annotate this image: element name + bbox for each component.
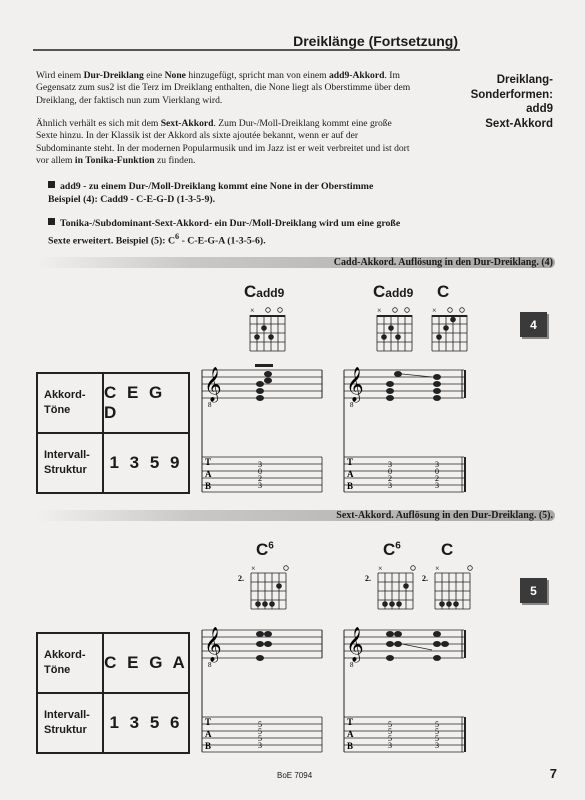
tab-letter: A [347, 729, 354, 739]
chord-diagram-cadd9 [245, 305, 295, 355]
tab-letter: T [347, 717, 354, 727]
tab-letter: T [205, 717, 212, 727]
chord-root: C [256, 540, 269, 559]
svg-text:0: 0 [258, 467, 262, 476]
chord-root: C [383, 540, 396, 559]
row-value: 1 3 5 9 [109, 453, 183, 472]
tab-letter: A [205, 469, 212, 479]
row-value: C E G D [104, 383, 166, 422]
svg-text:5: 5 [258, 734, 262, 743]
fret-position: 2. [238, 574, 244, 583]
svg-text:0: 0 [388, 467, 392, 476]
muted-string-icon: × [377, 306, 382, 315]
sidebar-heading [433, 73, 553, 131]
tab-letter: B [347, 741, 354, 751]
chord-notes [256, 631, 272, 661]
sidebar-line: Sonderformen: [470, 88, 553, 101]
svg-text:5: 5 [388, 734, 392, 743]
row-label: Akkord- Töne [38, 374, 104, 432]
svg-text:3: 3 [258, 741, 262, 750]
svg-text:3: 3 [388, 481, 392, 490]
tab-letter: B [205, 481, 212, 491]
bullet-text-end: - C-E-G-A (1-3-5-6). [179, 234, 266, 246]
tab-letter: B [205, 741, 212, 751]
bullet-square-icon [48, 181, 55, 188]
svg-text:5: 5 [258, 727, 262, 736]
bullet-add9 [48, 181, 408, 206]
chord-suffix: add9 [256, 286, 285, 300]
tab-letter: T [347, 457, 354, 467]
sidebar-line: Sext-Akkord [485, 117, 553, 130]
svg-text:3: 3 [435, 481, 439, 490]
chord-diagram-c6 [238, 563, 298, 613]
svg-text:2: 2 [258, 474, 262, 483]
treble-clef-icon: 𝄞 [204, 628, 222, 661]
octave-mark: 8 [208, 401, 212, 409]
glissando-arrow-icon [402, 374, 432, 377]
chord-diagram-c [422, 563, 482, 613]
chord-name: C [437, 282, 450, 301]
tab-letter: T [205, 457, 212, 467]
chord-diagram-c [427, 305, 477, 355]
section-title-4: Cadd-Akkord. Auflösung in den Dur-Dreiklang. (4) [333, 257, 553, 268]
muted-string-icon: × [250, 306, 255, 315]
treble-clef-icon: 𝄞 [346, 628, 364, 661]
treble-clef-icon: 𝄞 [204, 368, 222, 401]
bullet-superscript: 6 [175, 231, 180, 241]
row-value: 1 3 5 6 [109, 713, 183, 732]
svg-text:3: 3 [435, 741, 439, 750]
publication-code: BoE 7094 [277, 771, 313, 780]
fret-position: 2. [365, 574, 371, 583]
muted-string-icon: × [432, 306, 437, 315]
page-title: Dreiklänge (Fortsetzung) [293, 33, 458, 49]
row-label: Intervall- Struktur [38, 694, 104, 752]
svg-text:3: 3 [388, 741, 392, 750]
row-label: Intervall- Struktur [38, 434, 104, 492]
chord-name [383, 540, 401, 560]
chord-name: C [441, 540, 454, 559]
chord-info-table [36, 372, 190, 494]
svg-text:3: 3 [388, 460, 392, 469]
bullet-sext [48, 218, 408, 247]
page-number: 7 [549, 766, 557, 781]
bullet-text: add9 - zu einem Dur-/Moll-Dreiklang kommt eine None in der Oberstimme Beispiel (4): Cadd9 - C-E-G-D (1-3-5-9). [48, 181, 374, 205]
table-row [38, 432, 188, 492]
octave-mark: 8 [208, 661, 212, 669]
sidebar-line: Dreiklang- [496, 74, 553, 86]
svg-text:5: 5 [388, 727, 392, 736]
svg-text:3: 3 [258, 481, 262, 490]
muted-string-icon: × [378, 564, 383, 573]
chord-root: C [244, 282, 257, 301]
table-row [38, 634, 188, 692]
svg-text:5: 5 [435, 727, 439, 736]
table-row [38, 692, 188, 752]
bullet-text: Tonika-/Subdominant-Sext-Akkord- ein Dur-/Moll-Dreiklang wird um eine große Sexte erweitert. Beispiel (5): C [48, 218, 401, 246]
tab-letter: B [347, 481, 354, 491]
glissando-arrow-icon [402, 644, 432, 650]
chord-notes [386, 631, 449, 661]
chord-name [373, 282, 413, 302]
chord-name [244, 282, 284, 302]
notation-staff-resolution [342, 362, 467, 497]
chord-diagram-cadd9 [372, 305, 422, 355]
chord-suffix: 6 [268, 540, 274, 552]
tab-letter: A [205, 729, 212, 739]
tab-letter: A [347, 469, 354, 479]
svg-text:5: 5 [388, 720, 392, 729]
section-title-5: Sext-Akkord. Auflösung in den Dur-Dreiklang. (5). [336, 510, 553, 521]
chord-diagram-c6 [365, 563, 425, 613]
muted-string-icon: × [251, 564, 256, 573]
notation-staff-cadd9 [200, 362, 325, 497]
svg-text:5: 5 [435, 720, 439, 729]
row-value: C E G A [104, 653, 188, 672]
svg-text:2: 2 [388, 474, 392, 483]
chord-info-table [36, 632, 190, 754]
row-label: Akkord- Töne [38, 634, 104, 692]
example-number-5: 5 [520, 578, 547, 603]
muted-string-icon: × [435, 564, 440, 573]
chord-suffix: add9 [385, 286, 414, 300]
treble-clef-icon: 𝄞 [346, 368, 364, 401]
sidebar-line: add9 [526, 103, 553, 115]
svg-text:5: 5 [258, 720, 262, 729]
header-rule [33, 49, 460, 51]
table-row [38, 374, 188, 432]
fret-position: 2. [422, 574, 428, 583]
chord-suffix: 6 [395, 540, 401, 552]
octave-mark: 8 [350, 661, 354, 669]
svg-text:2: 2 [435, 474, 439, 483]
octave-mark: 8 [350, 401, 354, 409]
chord-name [256, 540, 274, 560]
svg-text:3: 3 [435, 460, 439, 469]
example-number-4: 4 [520, 312, 547, 337]
notation-staff-c6-resolution [342, 622, 467, 757]
svg-text:3: 3 [258, 460, 262, 469]
svg-text:0: 0 [435, 467, 439, 476]
svg-text:5: 5 [435, 734, 439, 743]
chord-root: C [373, 282, 386, 301]
notation-staff-c6 [200, 622, 325, 757]
chord-notes [255, 364, 273, 401]
bullet-square-icon [48, 218, 55, 225]
intro-paragraph-2: Ähnlich verhält es sich mit dem Sext-Akkord. Zum Dur-/Moll-Dreiklang kommt eine große Sexte hinzu. In der Klassik ist der Akkord als sixte ajoutée bekannt, wenn er auf der Subdominante steht. In der modernen Popularmusik und im Jazz ist er weit verbreitet und ist dort vor allem in Tonika-Funktion zu finden. [36, 118, 410, 167]
intro-paragraph-1: Wird einem Dur-Dreiklang eine None hinzugefügt, spricht man von einem add9-Akkord. Im Gegensatz zum sus2 ist die Terz im Dreiklang enthalten, die None liegt als Oberstimme über dem Dreiklang, der faktisch nun zum Vierklang wird. [36, 70, 411, 106]
